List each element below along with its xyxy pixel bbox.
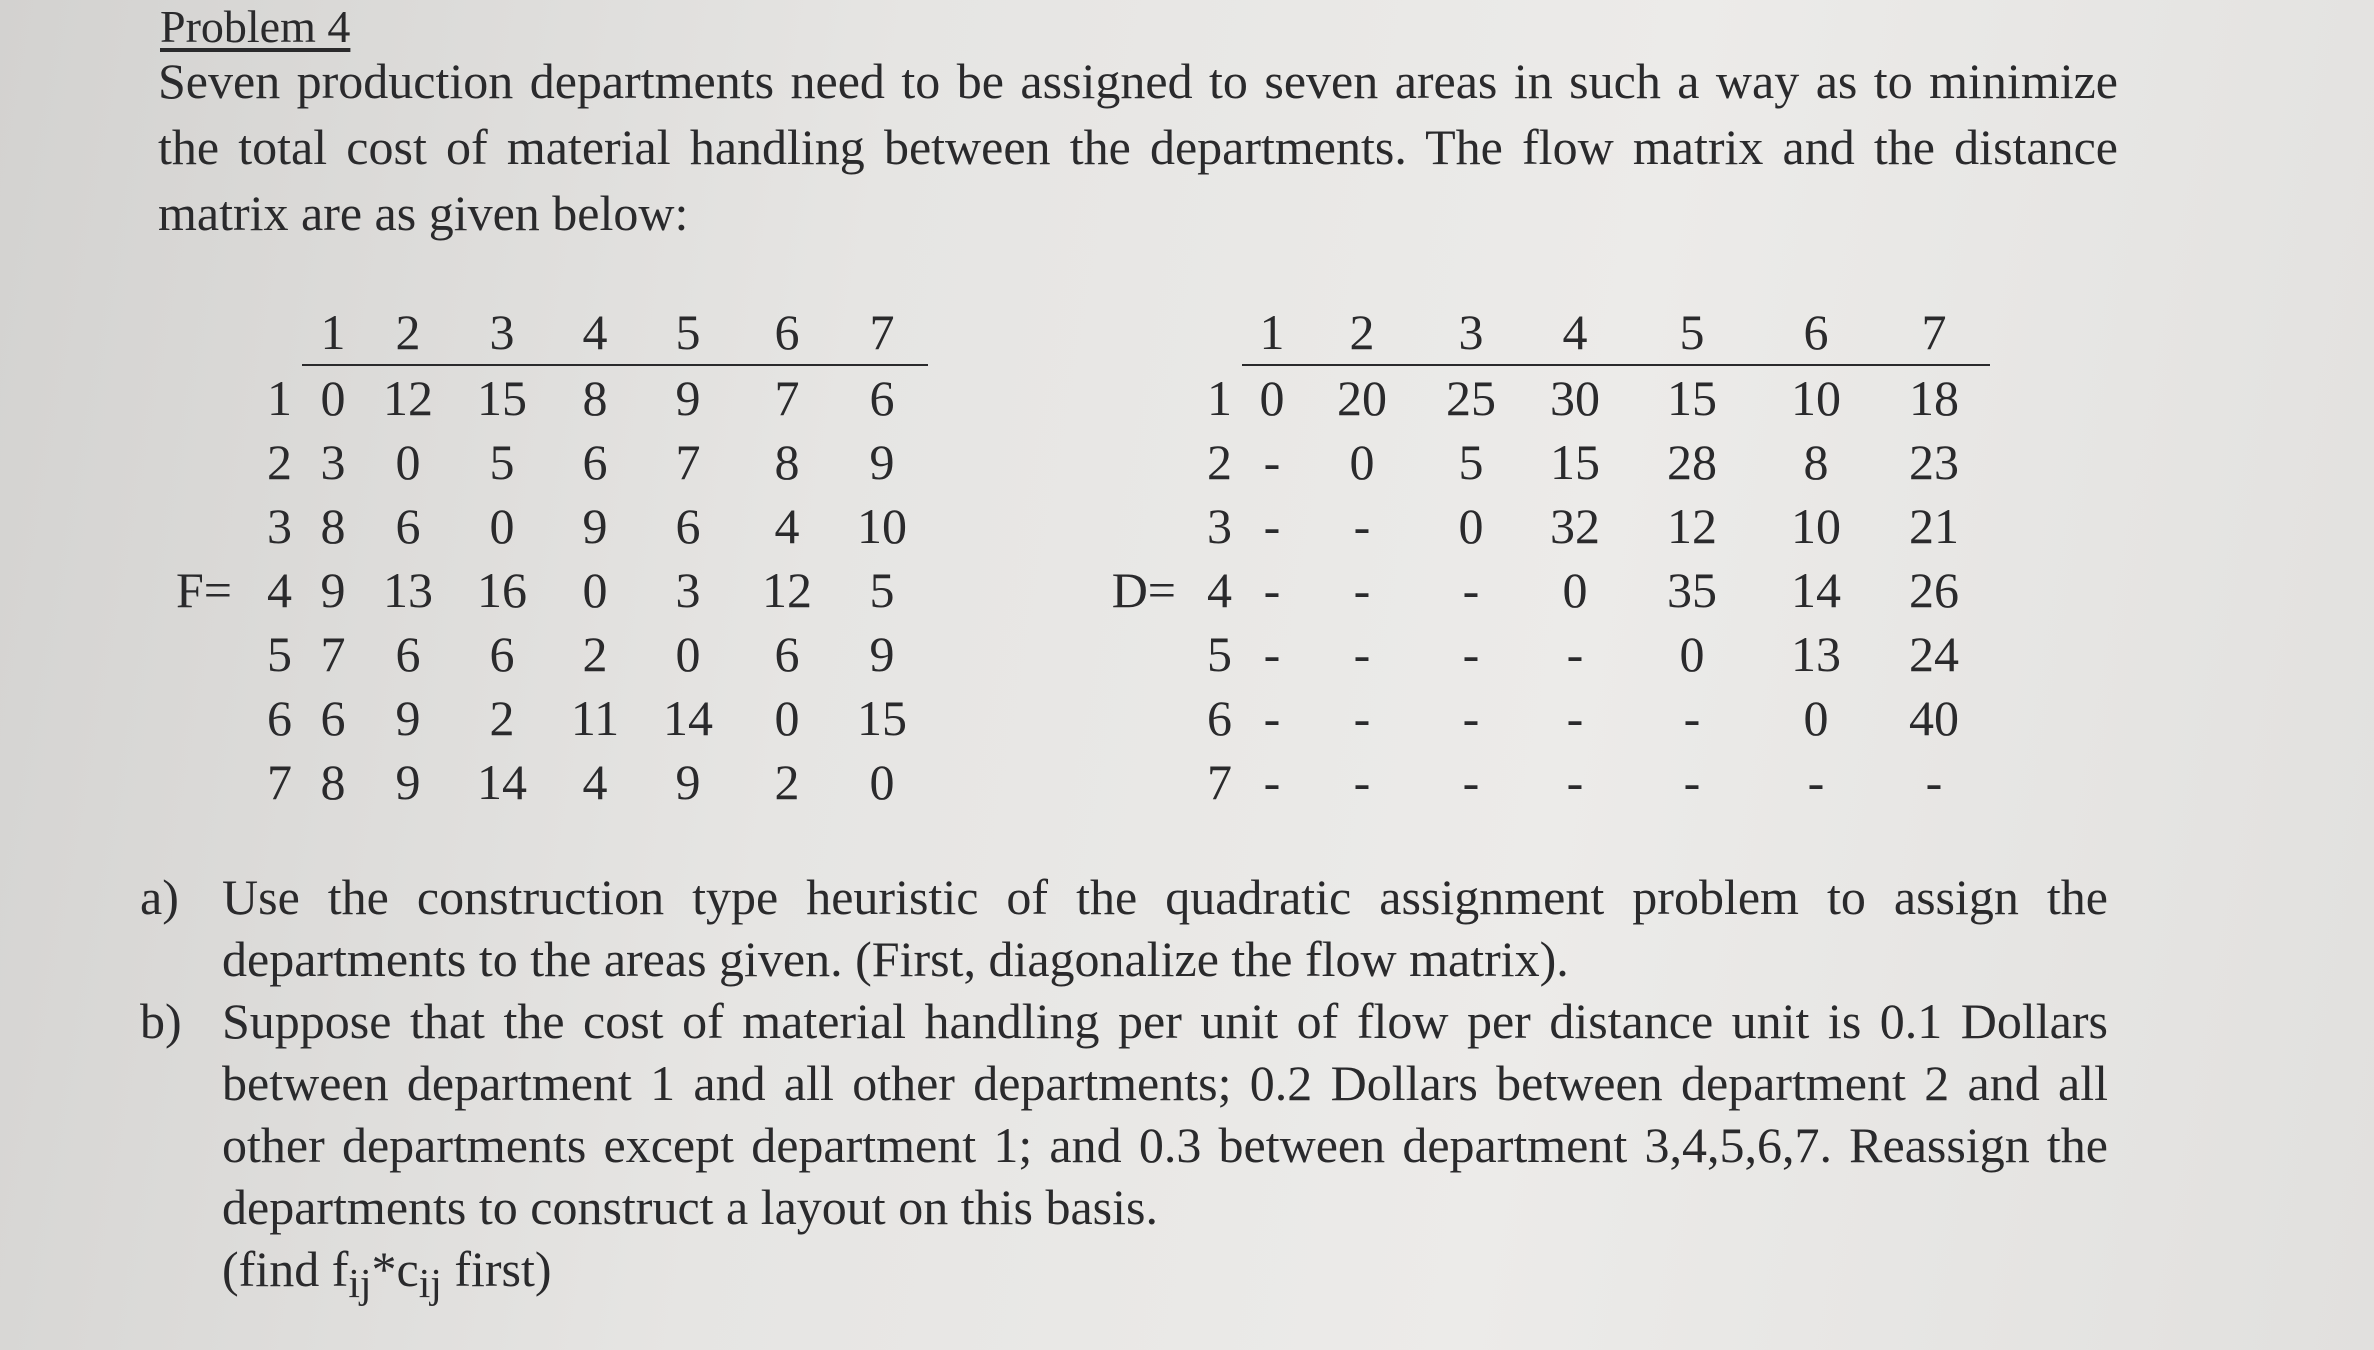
flow-cell: 0	[774, 690, 800, 746]
flow-cell: 4	[582, 754, 608, 810]
question-b-hint	[222, 1238, 2108, 1315]
flow-col-header: 2	[364, 300, 452, 365]
distance-row	[1092, 622, 1990, 686]
flow-cell: 9	[869, 626, 895, 682]
distance-cell: 18	[1909, 370, 1959, 426]
flow-cell: 8	[320, 498, 346, 554]
flow-matrix-name: F=	[175, 562, 232, 618]
flow-row-label: 6	[267, 690, 292, 746]
distance-cell: 8	[1803, 434, 1829, 490]
flow-matrix	[148, 300, 928, 814]
hint-times: *c	[371, 1241, 419, 1297]
distance-cell: -	[1683, 690, 1701, 746]
flow-cell: 5	[489, 434, 515, 490]
flow-cell: 12	[383, 370, 433, 426]
flow-cell: 9	[395, 690, 421, 746]
flow-row	[148, 558, 928, 622]
flow-row-label: 1	[267, 369, 292, 426]
distance-cell: -	[1462, 626, 1480, 682]
flow-cell: 16	[477, 562, 527, 618]
distance-row-label: 2	[1207, 434, 1232, 490]
distance-cell: -	[1807, 754, 1825, 810]
flow-cell: 2	[582, 626, 608, 682]
flow-row-label: 2	[267, 434, 292, 490]
distance-cell: 13	[1791, 626, 1841, 682]
distance-cell: -	[1353, 498, 1371, 554]
distance-row-label: 6	[1207, 690, 1232, 746]
distance-cell: 35	[1667, 562, 1717, 618]
question-a	[140, 866, 2108, 990]
flow-row	[148, 430, 928, 494]
flow-cell: 9	[395, 754, 421, 810]
flow-cell: 9	[582, 498, 608, 554]
distance-row	[1092, 430, 1990, 494]
distance-row	[1092, 494, 1990, 558]
flow-row	[148, 750, 928, 814]
distance-cell: -	[1462, 562, 1480, 618]
distance-cell: -	[1353, 690, 1371, 746]
flow-cell: 6	[489, 626, 515, 682]
flow-cell: 13	[383, 562, 433, 618]
distance-cell: -	[1353, 626, 1371, 682]
distance-cell: 32	[1550, 498, 1600, 554]
question-b	[140, 990, 2108, 1315]
distance-cell: -	[1263, 434, 1281, 490]
hint-f-subscript: ij	[348, 1261, 372, 1307]
problem-intro: Seven production departments need to be assigned to seven areas in such a way as to minimize the total cost of material handling between the departments. The flow matrix and the distance matrix are as given below:	[158, 53, 2118, 241]
distance-cell: 0	[1562, 562, 1588, 618]
distance-row-label: 3	[1207, 498, 1232, 554]
distance-cell: -	[1263, 690, 1281, 746]
hint-open: (find f	[222, 1241, 349, 1297]
distance-cell: -	[1462, 754, 1480, 810]
question-a-label: a)	[140, 869, 179, 925]
flow-cell: 15	[477, 370, 527, 426]
distance-row	[1092, 365, 1990, 430]
distance-cell: -	[1925, 754, 1943, 810]
flow-cell: 4	[774, 498, 800, 554]
flow-cell: 9	[869, 434, 895, 490]
question-a-text: Use the construction type heuristic of the quadratic assignment problem to assign the departments to the areas given. (First, diagonalize the flow matrix).	[222, 869, 2108, 987]
distance-col-header: 1	[1242, 300, 1302, 365]
flow-cell: 14	[477, 754, 527, 810]
flow-cell: 8	[320, 754, 346, 810]
distance-col-header: 4	[1520, 300, 1630, 365]
distance-cell: -	[1263, 562, 1281, 618]
distance-cell: 21	[1909, 498, 1959, 554]
distance-cell: 0	[1679, 626, 1705, 682]
flow-col-header: 5	[638, 300, 738, 365]
flow-cell: 0	[489, 498, 515, 554]
distance-row-label: 7	[1207, 754, 1232, 810]
flow-cell: 0	[395, 434, 421, 490]
distance-cell: -	[1566, 754, 1584, 810]
distance-row-label: 1	[1207, 369, 1232, 426]
flow-cell: 11	[570, 690, 620, 746]
flow-cell: 7	[675, 434, 701, 490]
distance-cell: 25	[1446, 370, 1496, 426]
flow-cell: 0	[320, 370, 346, 426]
distance-cell: 23	[1909, 434, 1959, 490]
distance-cell: 10	[1791, 498, 1841, 554]
flow-cell: 5	[869, 562, 895, 618]
distance-cell: -	[1263, 498, 1281, 554]
flow-cell: 12	[762, 562, 812, 618]
distance-cell: -	[1353, 562, 1371, 618]
flow-cell: 3	[675, 562, 701, 618]
flow-cell: 10	[857, 498, 907, 554]
flow-cell: 8	[774, 434, 800, 490]
flow-row	[148, 686, 928, 750]
distance-cell: 0	[1349, 434, 1375, 490]
distance-cell: 12	[1667, 498, 1717, 554]
distance-cell: -	[1566, 690, 1584, 746]
question-b-text: Suppose that the cost of material handling per unit of flow per distance unit is 0.1 Dollars between department 1 and all other departments; 0.2 Dollars between department 2 and all other departments except department 1; and 0.3 between department 3,4,5,6,7. Reassign the departments to construct a layout on this basis.	[222, 993, 2108, 1235]
flow-cell: 6	[774, 626, 800, 682]
flow-row-label: 4	[267, 562, 292, 618]
flow-col-header: 7	[836, 300, 928, 365]
distance-cell: 40	[1909, 690, 1959, 746]
flow-col-header: 3	[452, 300, 552, 365]
distance-cell: 0	[1803, 690, 1829, 746]
distance-col-header: 3	[1422, 300, 1520, 365]
distance-matrix	[1092, 300, 1990, 814]
flow-row	[148, 494, 928, 558]
question-b-label: b)	[140, 993, 182, 1049]
distance-row	[1092, 686, 1990, 750]
flow-cell: 2	[489, 690, 515, 746]
distance-row	[1092, 558, 1990, 622]
distance-cell: 0	[1259, 370, 1285, 426]
flow-cell: 7	[320, 626, 346, 682]
distance-cell: 20	[1337, 370, 1387, 426]
flow-cell: 3	[320, 434, 346, 490]
distance-row	[1092, 750, 1990, 814]
flow-row-label: 3	[267, 498, 292, 554]
flow-cell: 0	[582, 562, 608, 618]
flow-cell: 0	[675, 626, 701, 682]
flow-cell: 6	[320, 690, 346, 746]
flow-cell: 9	[675, 754, 701, 810]
distance-cell: -	[1263, 626, 1281, 682]
distance-cell: 24	[1909, 626, 1959, 682]
distance-col-header: 6	[1754, 300, 1878, 365]
distance-cell: -	[1353, 754, 1371, 810]
flow-cell: 9	[320, 562, 346, 618]
distance-col-header: 5	[1630, 300, 1754, 365]
flow-cell: 6	[395, 498, 421, 554]
distance-cell: 14	[1791, 562, 1841, 618]
flow-cell: 15	[857, 690, 907, 746]
distance-col-header: 2	[1302, 300, 1422, 365]
hint-close: first)	[441, 1241, 552, 1297]
flow-col-header: 6	[738, 300, 836, 365]
distance-cell: -	[1462, 690, 1480, 746]
flow-cell: 2	[774, 754, 800, 810]
distance-row-label: 4	[1207, 562, 1232, 618]
flow-col-header: 1	[302, 300, 364, 365]
distance-cell: -	[1263, 754, 1281, 810]
flow-cell: 14	[663, 690, 713, 746]
flow-cell: 6	[869, 370, 895, 426]
distance-col-header: 7	[1878, 300, 1990, 365]
distance-cell: 15	[1550, 434, 1600, 490]
distance-cell: 0	[1458, 498, 1484, 554]
flow-row	[148, 622, 928, 686]
flow-cell: 6	[675, 498, 701, 554]
flow-row	[148, 365, 928, 430]
distance-cell: -	[1566, 626, 1584, 682]
distance-cell: 30	[1550, 370, 1600, 426]
distance-cell: 26	[1909, 562, 1959, 618]
distance-cell: 28	[1667, 434, 1717, 490]
problem-title: Problem 4	[160, 1, 351, 52]
distance-matrix-name: D=	[1111, 562, 1176, 618]
flow-row-label: 7	[267, 754, 292, 810]
distance-cell: 10	[1791, 370, 1841, 426]
flow-cell: 0	[869, 754, 895, 810]
distance-cell: -	[1683, 754, 1701, 810]
hint-c-subscript: ij	[418, 1261, 442, 1307]
flow-cell: 6	[395, 626, 421, 682]
flow-cell: 8	[582, 370, 608, 426]
flow-cell: 7	[774, 370, 800, 426]
distance-row-label: 5	[1207, 626, 1232, 682]
flow-col-header: 4	[552, 300, 638, 365]
flow-cell: 9	[675, 370, 701, 426]
distance-cell: 5	[1458, 434, 1484, 490]
flow-cell: 6	[582, 434, 608, 490]
flow-row-label: 5	[267, 626, 292, 682]
distance-cell: 15	[1667, 370, 1717, 426]
